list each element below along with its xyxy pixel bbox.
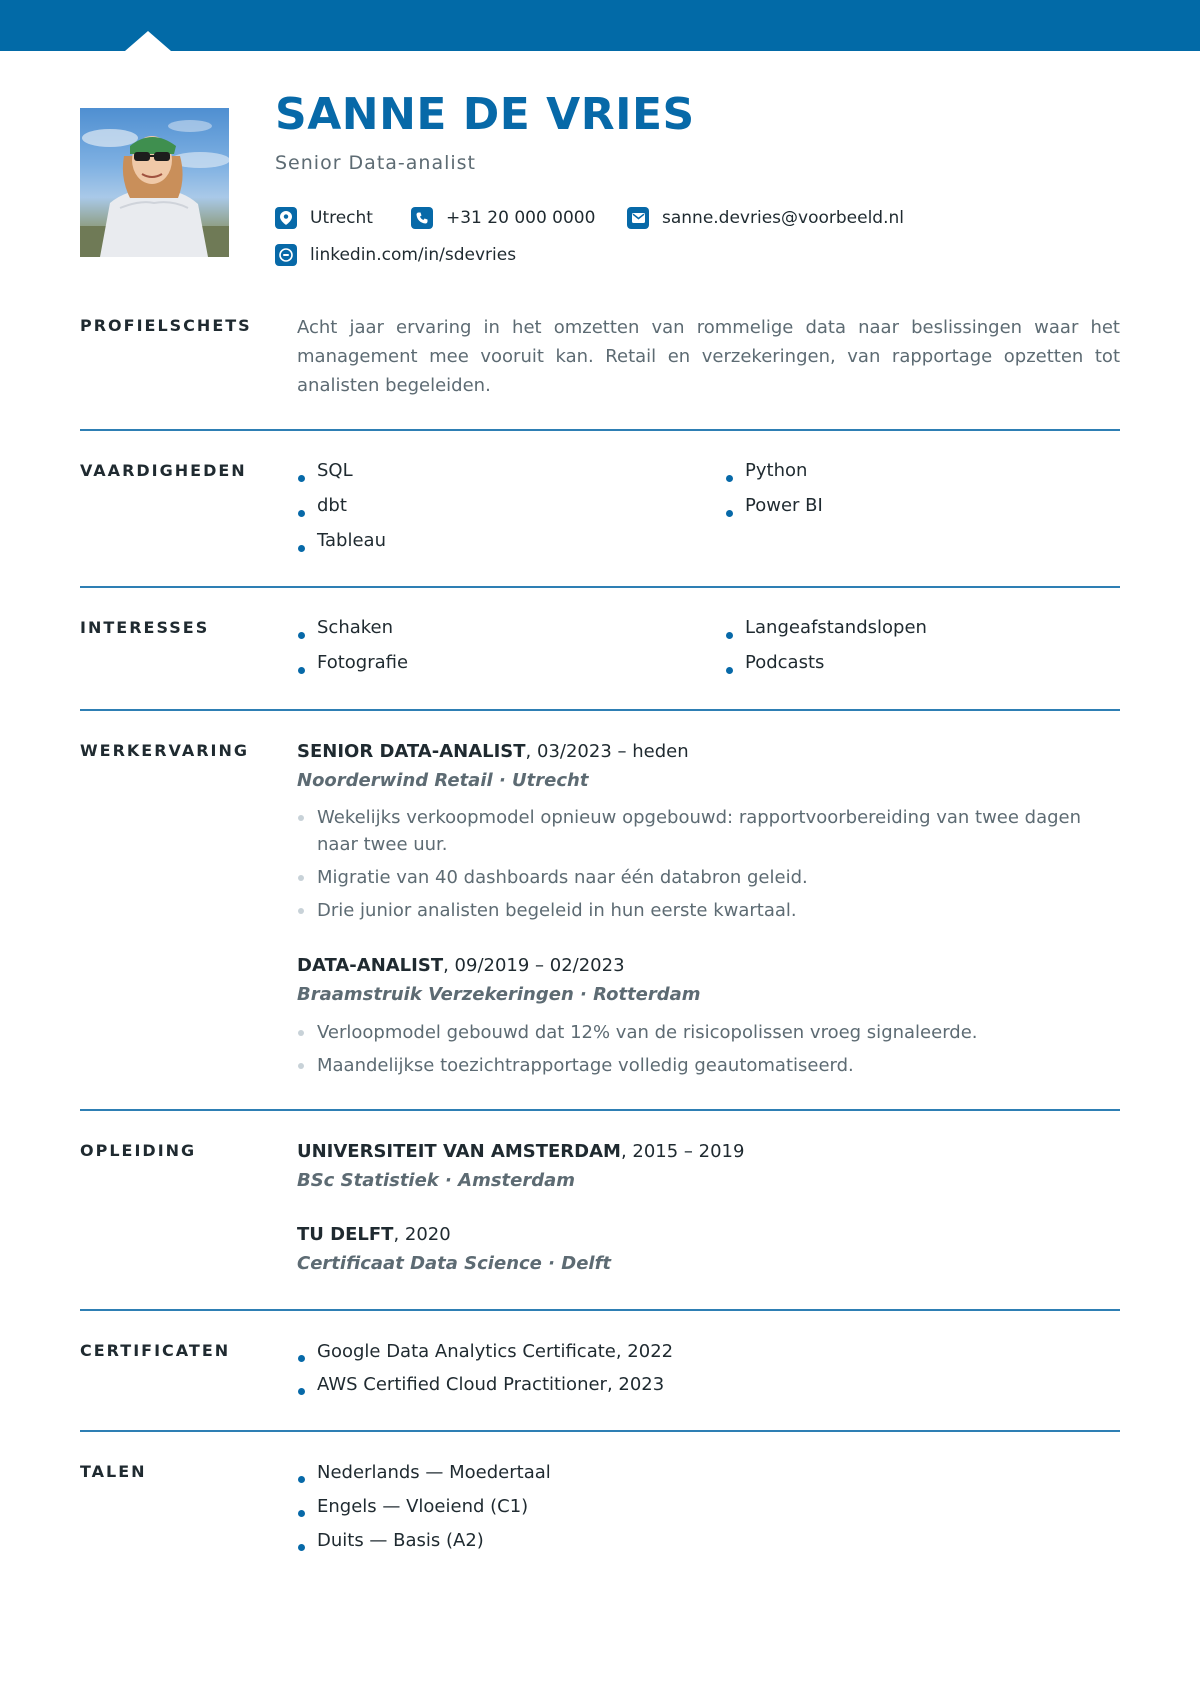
skill-item: Tableau xyxy=(297,530,386,565)
language-item: Duits — Basis (A2) xyxy=(297,1530,551,1564)
section-divider xyxy=(80,1109,1120,1111)
interests-list-right xyxy=(725,617,927,687)
certificate-item: AWS Certified Cloud Practitioner, 2023 xyxy=(297,1374,673,1407)
language-item: Nederlands — Moedertaal xyxy=(297,1462,551,1496)
job-heading xyxy=(297,955,625,976)
education-heading: OPLEIDING xyxy=(80,1141,197,1160)
languages-heading: TALEN xyxy=(80,1462,147,1481)
task-item: Verloopmodel gebouwd dat 12% van de risicopolissen vroeg signaleerde. xyxy=(297,1019,1097,1046)
skills-list-right xyxy=(725,460,823,530)
job-role: SENIOR DATA-ANALIST xyxy=(297,741,526,762)
linkedin-icon xyxy=(275,244,297,266)
profile-photo xyxy=(80,108,229,257)
job-organization: Braamstruik Verzekeringen · Rotterdam xyxy=(297,984,701,1005)
interest-item: Schaken xyxy=(297,617,408,652)
contact-email[interactable] xyxy=(627,207,904,229)
job-period: , 09/2019 – 02/2023 xyxy=(443,955,625,976)
certificate-item: Google Data Analytics Certificate, 2022 xyxy=(297,1341,673,1374)
profile-summary: Acht jaar ervaring in het omzetten van rommelige data naar beslissingen waar het management mee vooruit kan. Retail en verzekeringen, van rapportage opzetten tot analisten begeleiden. xyxy=(297,317,1120,396)
education-heading-item xyxy=(297,1224,451,1245)
top-banner xyxy=(0,0,1200,51)
task-item: Migratie van 40 dashboards naar één databron geleid. xyxy=(297,864,1097,891)
job-tasks xyxy=(297,1019,1097,1079)
interest-item: Langeafstandslopen xyxy=(725,617,927,652)
banner-notch xyxy=(125,31,171,51)
experience-heading: WERKERVARING xyxy=(80,741,250,760)
skills-list-left xyxy=(297,460,386,565)
mail-icon xyxy=(627,207,649,229)
job-title: Senior Data-analist xyxy=(275,152,477,174)
job-organization: Noorderwind Retail · Utrecht xyxy=(297,770,589,791)
interests-heading: INTERESSES xyxy=(80,618,210,637)
education-heading-item xyxy=(297,1141,744,1162)
certificates-heading: CERTIFICATEN xyxy=(80,1341,231,1360)
task-item: Maandelijkse toezichtrapportage volledig geautomatiseerd. xyxy=(297,1052,1097,1079)
contact-linkedin[interactable] xyxy=(275,244,516,266)
profile-heading: PROFIELSCHETS xyxy=(80,316,252,335)
job-period: , 03/2023 – heden xyxy=(525,741,689,762)
section-divider xyxy=(80,429,1120,431)
education-period: , 2015 – 2019 xyxy=(620,1141,745,1162)
education-detail: Certificaat Data Science · Delft xyxy=(297,1253,612,1274)
job-heading xyxy=(297,741,689,762)
skill-item: SQL xyxy=(297,460,386,495)
job-role: DATA-ANALIST xyxy=(297,955,444,976)
section-divider xyxy=(80,1309,1120,1311)
school-name: UNIVERSITEIT VAN AMSTERDAM xyxy=(297,1141,621,1162)
email-text: sanne.devries@voorbeeld.nl xyxy=(662,208,905,228)
linkedin-text: linkedin.com/in/sdevries xyxy=(310,245,517,265)
section-divider xyxy=(80,1430,1120,1432)
section-divider xyxy=(80,586,1120,588)
contact-location xyxy=(275,207,373,229)
location-text: Utrecht xyxy=(310,208,373,228)
task-item: Drie junior analisten begeleid in hun eerste kwartaal. xyxy=(297,897,1097,924)
map-pin-icon xyxy=(275,207,297,229)
interest-item: Fotografie xyxy=(297,652,408,687)
phone-icon xyxy=(411,207,433,229)
interest-item: Podcasts xyxy=(725,652,927,687)
phone-text: +31 20 000 0000 xyxy=(446,208,596,228)
language-item: Engels — Vloeiend (C1) xyxy=(297,1496,551,1530)
skill-item: Python xyxy=(725,460,823,495)
languages-list xyxy=(297,1462,551,1564)
interests-list-left xyxy=(297,617,408,687)
section-divider xyxy=(80,709,1120,711)
school-name: TU DELFT xyxy=(297,1224,394,1245)
contact-phone[interactable] xyxy=(411,207,595,229)
certificates-list xyxy=(297,1341,673,1407)
education-period: , 2020 xyxy=(393,1224,451,1245)
skills-heading: VAARDIGHEDEN xyxy=(80,461,247,480)
task-item: Wekelijks verkoopmodel opnieuw opgebouwd: rapportvoorbereiding van twee dagen naar twee uur. xyxy=(297,804,1097,858)
candidate-name: SANNE DE VRIES xyxy=(275,89,695,140)
job-tasks xyxy=(297,804,1097,924)
education-detail: BSc Statistiek · Amsterdam xyxy=(297,1170,576,1191)
skill-item: dbt xyxy=(297,495,386,530)
skill-item: Power BI xyxy=(725,495,823,530)
